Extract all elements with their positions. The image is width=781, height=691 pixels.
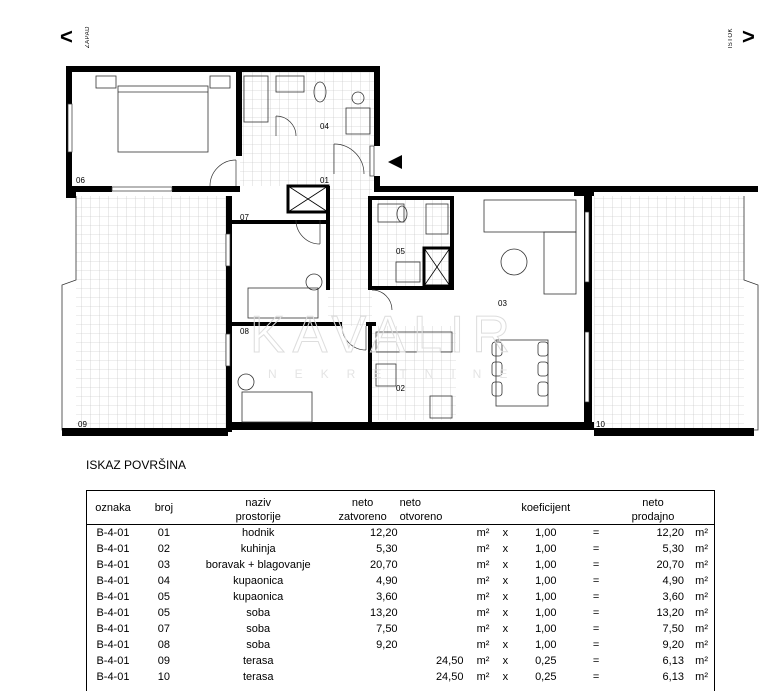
bathroom-05-tiles	[372, 200, 454, 286]
cell-unit2: m²	[695, 671, 708, 683]
table-row	[87, 621, 714, 637]
cell-prodajno: 3,60	[662, 591, 684, 603]
cell-prodajno: 7,50	[662, 623, 684, 635]
east-arrow-icon: >	[742, 24, 755, 49]
cell-eq: =	[592, 639, 600, 651]
cell-zatvoreno: 3,60	[376, 591, 398, 603]
cell-unit2: m²	[695, 639, 708, 651]
cell-koef: 1,00	[535, 623, 557, 635]
cell-oznaka: B-4-01	[96, 543, 130, 555]
table-row	[87, 557, 714, 573]
cell-naziv: kupaonica	[233, 575, 284, 587]
room-number-04: 04	[320, 122, 329, 131]
table-title: ISKAZ POVRŠINA	[86, 458, 187, 472]
cell-koef: 1,00	[535, 591, 557, 603]
cell-broj: 05	[157, 591, 170, 603]
header-neto-zatvoreno: neto zatvoreno	[338, 497, 387, 523]
table-row	[87, 525, 714, 542]
hallway-01-tiles	[240, 144, 374, 186]
cell-koef: 1,00	[535, 575, 557, 587]
cell-broj: 08	[157, 639, 170, 651]
cell-prodajno: 4,90	[662, 575, 684, 587]
room-number-05: 05	[396, 247, 405, 256]
cell-x: x	[502, 671, 509, 683]
cell-x: x	[502, 527, 509, 539]
cell-prodajno: 6,13	[662, 655, 684, 667]
cell-unit: m²	[476, 575, 490, 587]
table-row	[87, 605, 714, 621]
cell-zatvoreno: 7,50	[376, 623, 398, 635]
cell-broj: 03	[157, 559, 170, 571]
table-row	[87, 589, 714, 605]
cell-prodajno: 12,20	[656, 527, 684, 539]
cell-broj: 01	[157, 527, 170, 539]
room-number-08: 08	[240, 327, 249, 336]
west-arrow-icon: <	[60, 24, 73, 49]
cell-x: x	[502, 543, 509, 555]
room-number-06: 06	[76, 176, 85, 185]
cell-oznaka: B-4-01	[96, 655, 130, 667]
cell-oznaka: B-4-01	[96, 623, 130, 635]
cell-eq: =	[592, 607, 600, 619]
room-number-10: 10	[596, 420, 605, 429]
hallway-lower-tiles	[328, 186, 372, 326]
cell-otvoreno	[400, 525, 466, 542]
cell-eq: =	[592, 575, 600, 587]
cell-zatvoreno: 4,90	[376, 575, 398, 587]
cell-eq: =	[592, 671, 600, 683]
cell-koef: 1,00	[535, 543, 557, 555]
table-row	[87, 669, 714, 685]
room-number-02: 02	[396, 384, 405, 393]
entrance-arrow-icon	[388, 155, 402, 169]
cell-oznaka: B-4-01	[96, 639, 130, 651]
room-number-07: 07	[240, 213, 249, 222]
cell-x: x	[502, 607, 509, 619]
cell-unit2: m²	[695, 607, 708, 619]
terrace-09	[76, 196, 226, 428]
cell-unit: m²	[476, 543, 490, 555]
cell-prodajno: 5,30	[662, 543, 684, 555]
cell-unit2: m²	[695, 655, 708, 667]
cell-unit: m²	[476, 559, 490, 571]
cell-otvoreno	[400, 605, 466, 621]
cell-x: x	[502, 559, 509, 571]
header-oznaka: oznaka	[95, 501, 131, 514]
cell-zatvoreno	[328, 669, 400, 685]
terrace-10	[594, 196, 744, 428]
east-label: ISTOK	[728, 28, 734, 49]
cell-zatvoreno: 13,20	[370, 607, 398, 619]
cell-otvoreno	[400, 573, 466, 589]
cell-broj: 02	[157, 543, 170, 555]
header-naziv: naziv prostorije	[235, 497, 281, 523]
cell-otvoreno: 24,50	[435, 655, 464, 667]
cell-eq: =	[592, 559, 600, 571]
cell-koef: 0,25	[535, 655, 557, 667]
header-neto-prodajno: neto prodajno	[631, 497, 675, 523]
cell-oznaka: B-4-01	[96, 591, 130, 603]
header-neto-otvoreno: neto otvoreno	[399, 497, 443, 523]
cell-naziv: kuhinja	[240, 543, 276, 555]
cell-zatvoreno: 12,20	[370, 527, 398, 539]
cell-otvoreno	[400, 557, 466, 573]
cell-prodajno: 13,20	[656, 607, 684, 619]
cell-naziv: boravak + blagovanje	[205, 559, 311, 571]
cell-naziv: soba	[246, 639, 271, 651]
cell-naziv: hodnik	[242, 527, 275, 539]
cell-unit: m²	[476, 591, 490, 603]
cell-broj: 07	[157, 623, 170, 635]
cell-naziv: terasa	[242, 671, 274, 683]
cell-broj: 09	[157, 655, 170, 667]
cell-unit: m²	[476, 607, 490, 619]
cell-naziv: terasa	[242, 655, 274, 667]
cell-koef: 1,00	[535, 639, 557, 651]
cell-broj: 05	[157, 607, 170, 619]
cell-eq: =	[592, 623, 600, 635]
table-header-row	[87, 491, 714, 525]
table-row	[87, 653, 714, 669]
cell-eq: =	[592, 591, 600, 603]
room-number-03: 03	[498, 299, 507, 308]
cell-koef: 1,00	[535, 607, 557, 619]
cell-koef: 1,00	[535, 527, 557, 539]
cell-unit2: m²	[695, 559, 708, 571]
watermark-logo: KAVALIR	[250, 306, 518, 364]
cell-x: x	[502, 575, 509, 587]
cell-x: x	[502, 623, 509, 635]
cell-oznaka: B-4-01	[96, 527, 130, 539]
cell-unit: m²	[476, 639, 490, 651]
cell-unit: m²	[476, 527, 490, 539]
cell-prodajno: 20,70	[656, 559, 684, 571]
room-number-01: 01	[320, 176, 329, 185]
cell-unit: m²	[476, 623, 490, 635]
cell-broj: 04	[157, 575, 170, 587]
cell-unit: m²	[476, 671, 490, 683]
west-label: ZAPAD	[85, 26, 91, 49]
cell-zatvoreno	[328, 653, 400, 669]
cell-zatvoreno: 5,30	[376, 543, 398, 555]
header-koeficijent: koeficijent	[521, 501, 571, 514]
cell-koef: 1,00	[535, 559, 557, 571]
cell-unit2: m²	[695, 527, 708, 539]
cell-otvoreno	[400, 541, 466, 557]
cell-unit: m²	[476, 655, 490, 667]
cell-unit2: m²	[695, 543, 708, 555]
header-broj: broj	[154, 501, 174, 514]
cell-naziv: soba	[246, 623, 271, 635]
cell-oznaka: B-4-01	[96, 559, 130, 571]
cell-oznaka: B-4-01	[96, 671, 130, 683]
cell-otvoreno: 24,50	[435, 671, 464, 683]
room-number-09: 09	[78, 420, 87, 429]
cell-unit2: m²	[695, 591, 708, 603]
cell-otvoreno	[400, 621, 466, 637]
cell-unit2: m²	[695, 623, 708, 635]
cell-zatvoreno: 20,70	[370, 559, 398, 571]
cell-eq: =	[592, 655, 600, 667]
cell-oznaka: B-4-01	[96, 607, 130, 619]
area-table	[86, 490, 715, 691]
cell-koef: 0,25	[535, 671, 557, 683]
cell-eq: =	[592, 543, 600, 555]
cell-x: x	[502, 591, 509, 603]
cell-broj: 10	[157, 671, 170, 683]
table-row	[87, 637, 714, 653]
cell-zatvoreno: 9,20	[376, 639, 398, 651]
table-row	[87, 541, 714, 557]
table-row	[87, 573, 714, 589]
cell-unit2: m²	[695, 575, 708, 587]
cell-eq: =	[592, 527, 600, 539]
cell-otvoreno	[400, 637, 466, 653]
cell-prodajno: 9,20	[662, 639, 684, 651]
cell-otvoreno	[400, 589, 466, 605]
cell-oznaka: B-4-01	[96, 575, 130, 587]
cell-prodajno: 6,13	[662, 671, 684, 683]
watermark-sub: NEKRETNINE	[268, 367, 526, 381]
cell-naziv: soba	[246, 607, 271, 619]
cell-x: x	[502, 639, 509, 651]
cell-naziv: kupaonica	[233, 591, 284, 603]
cell-x: x	[502, 655, 509, 667]
